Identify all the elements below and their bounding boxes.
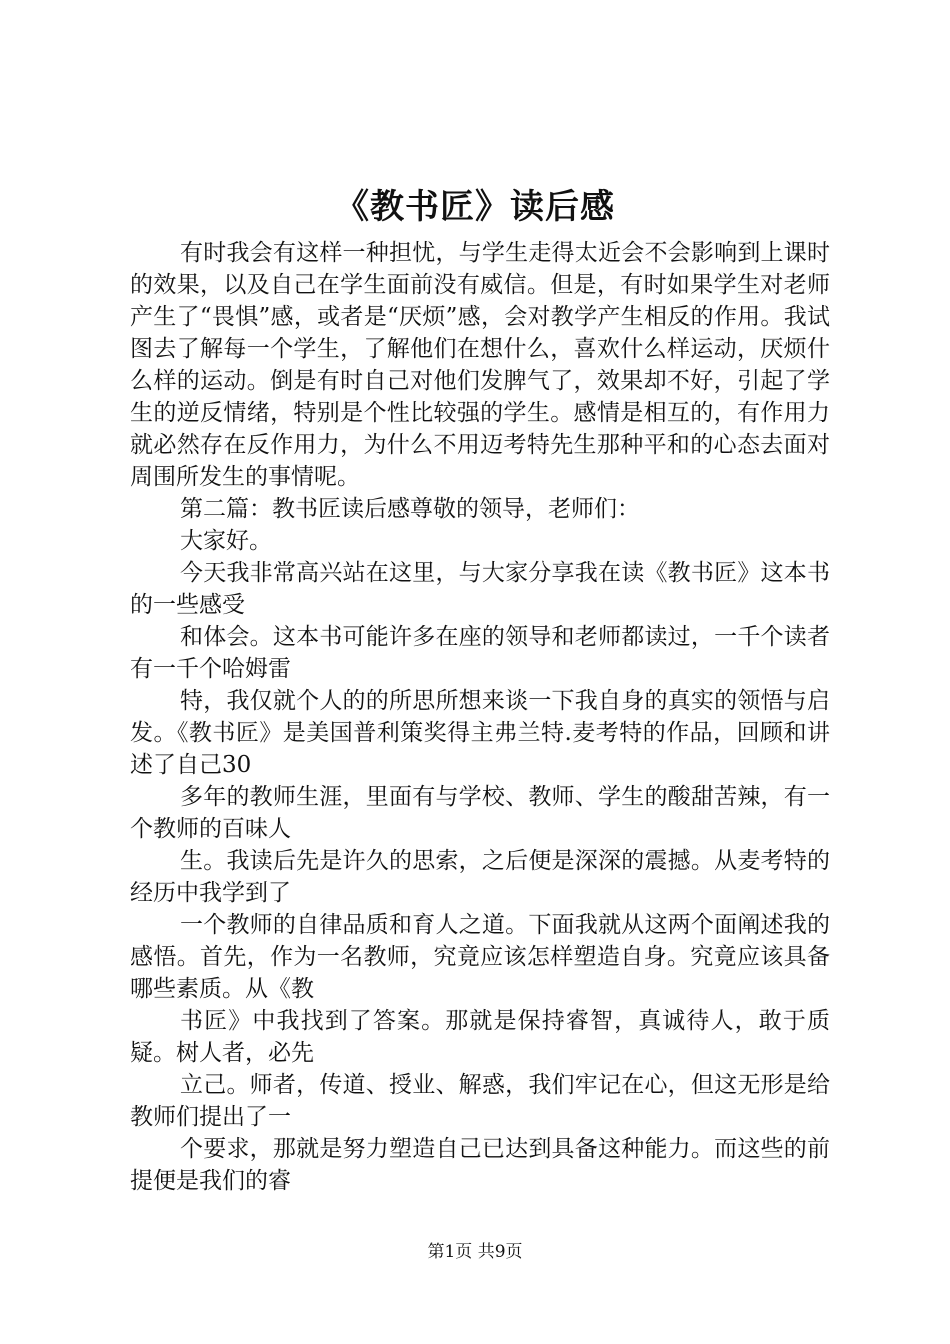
paragraph: 第二篇：教书匠读后感尊敬的领导，老师们： bbox=[180, 496, 640, 522]
paragraph: 大家好。 bbox=[180, 528, 272, 554]
paragraph: 个要求，那就是努力塑造自己已达到具备这种能力。而这些的前提便是我们的睿 bbox=[130, 1136, 830, 1194]
paragraph: 立己。师者，传道、授业、解惑，我们牢记在心，但这无形是给教师们提出了一 bbox=[130, 1072, 830, 1130]
document-title: 《教书匠》读后感 bbox=[335, 187, 615, 227]
paragraph: 书匠》中我找到了答案。那就是保持睿智，真诚待人，敢于质疑。树人者，必先 bbox=[130, 1008, 830, 1066]
paragraph: 今天我非常高兴站在这里，与大家分享我在读《教书匠》这本书的一些感受 bbox=[130, 560, 830, 618]
paragraph: 一个教师的自律品质和育人之道。下面我就从这两个面阐述我的感悟。首先，作为一名教师，究竟应该怎样塑造自身。究竟应该具备哪些素质。从《教 bbox=[130, 912, 830, 1002]
page-footer: 第1页 共9页 bbox=[427, 1242, 523, 1262]
paragraph: 生。我读后先是许久的思索，之后便是深深的震撼。从麦考特的经历中我学到了 bbox=[130, 848, 830, 906]
paragraph: 和体会。这本书可能许多在座的领导和老师都读过，一千个读者有一千个哈姆雷 bbox=[130, 624, 830, 682]
paragraph: 有时我会有这样一种担忧，与学生走得太近会不会影响到上课时的效果，以及自己在学生面前没有威信。但是，有时如果学生对老师产生了“畏惧”感，或者是“厌烦”感，会对教学产生相反的作用。我试图去了解每一个学生，了解他们在想什么，喜欢什么样运动，厌烦什么样的运动。倒是有时自己对他们发脾气了，效果却不好，引起了学生的逆反情绪，特别是个性比较强的学生。感情是相互的，有作用力就必然存在反作用力，为什么不用迈考特先生那种平和的心态去面对周围所发生的事情呢。 bbox=[130, 240, 830, 490]
paragraph: 多年的教师生涯，里面有与学校、教师、学生的酸甜苦辣，有一个教师的百味人 bbox=[130, 784, 830, 842]
document-body bbox=[130, 237, 830, 1197]
paragraph: 特，我仅就个人的的所思所想来谈一下我自身的真实的领悟与启发。《教书匠》是美国普利策奖得主弗兰特.麦考特的作品，回顾和讲述了自己30 bbox=[130, 688, 830, 778]
